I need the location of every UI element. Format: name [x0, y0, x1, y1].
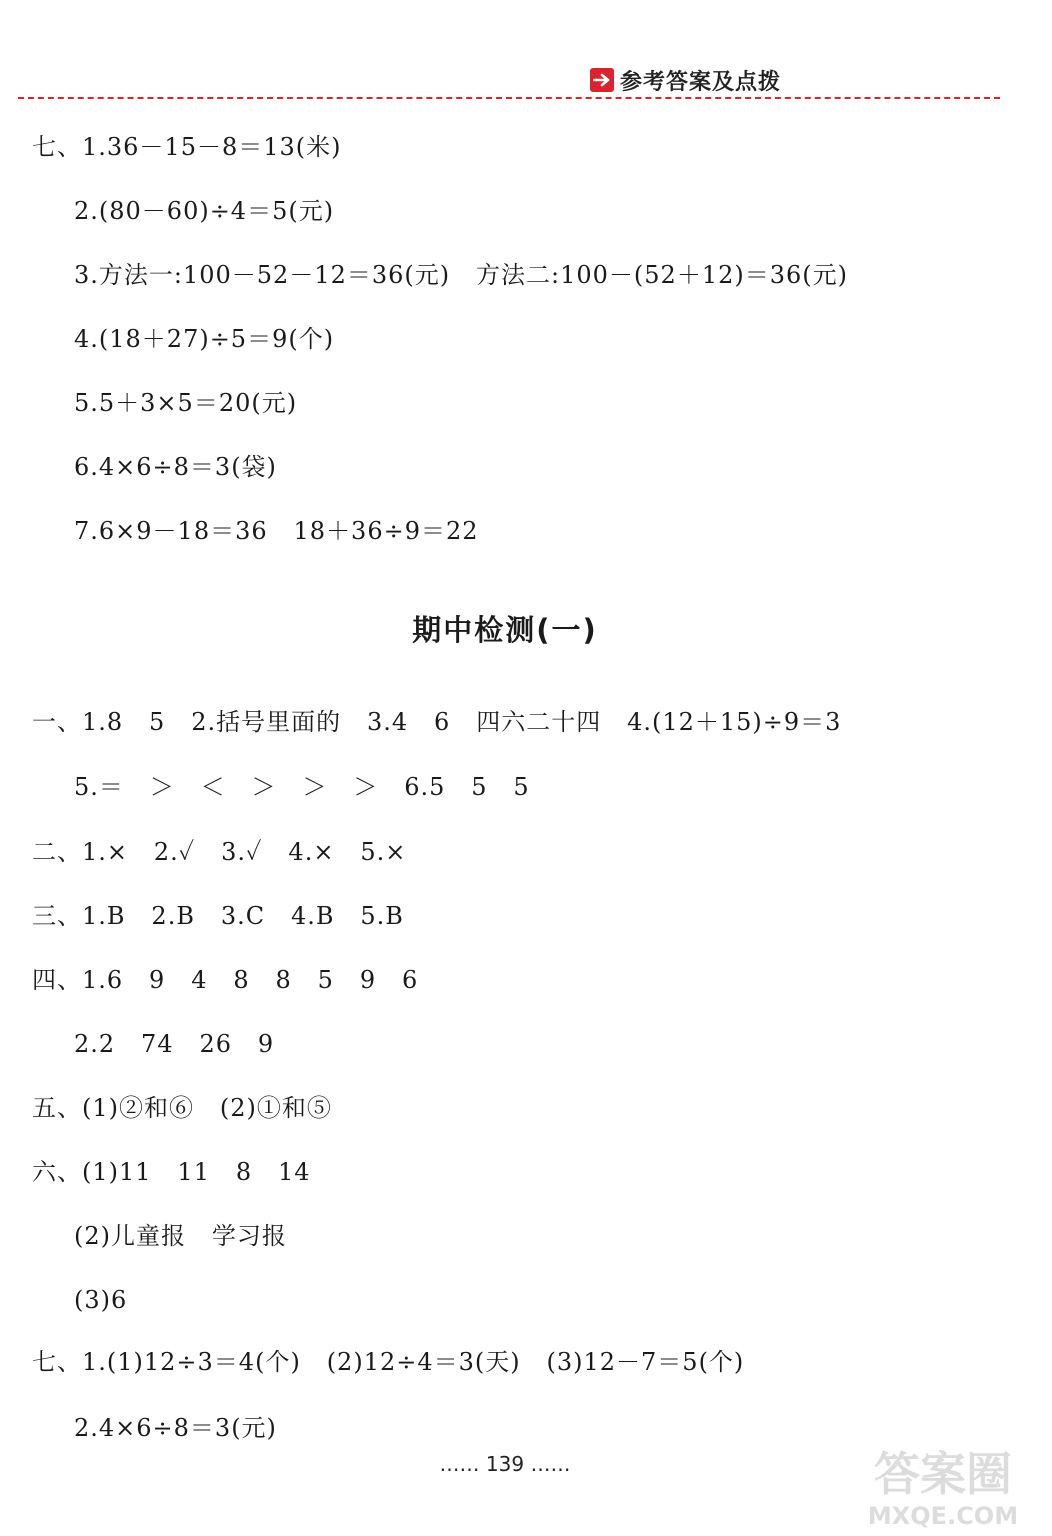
page-number-dots-right: …… — [530, 1452, 571, 1476]
answer-line: 5.＝ ＞ ＜ ＞ ＞ ＞ 6.5 5 5 — [74, 773, 530, 801]
answer-line: 三、1.B 2.B 3.C 4.B 5.B — [32, 902, 404, 930]
page-number-value: 139 — [485, 1452, 525, 1476]
arrow-right-icon — [590, 68, 614, 92]
header-title: 参考答案及点拨 — [620, 69, 782, 95]
answer-line: 2.(80－60)÷4＝5(元) — [74, 197, 335, 225]
page-number-dots-left: …… — [439, 1452, 480, 1476]
answer-line: 2.2 74 26 9 — [74, 1030, 275, 1058]
answer-line: 3.方法一:100－52－12＝36(元) 方法二:100－(52＋12)＝36(元) — [74, 261, 848, 289]
answer-line: 4.(18＋27)÷5＝9(个) — [74, 325, 335, 353]
answer-line: 七、1.(1)12÷3＝4(个) (2)12÷4＝3(天) (3)12－7＝5(个) — [32, 1348, 745, 1376]
answer-line: (2)儿童报 学习报 — [74, 1222, 287, 1250]
answer-line: 2.4×6÷8＝3(元) — [74, 1414, 277, 1442]
watermark-logo — [848, 1434, 1038, 1530]
answer-line: (3)6 — [74, 1286, 128, 1314]
section-title: 期中检测(一) — [412, 613, 598, 647]
running-header — [590, 64, 781, 96]
answer-line: 六、(1)11 11 8 14 — [32, 1158, 311, 1186]
answer-line: 5.5＋3×5＝20(元) — [74, 389, 298, 417]
answer-line: 7.6×9－18＝36 18＋36÷9＝22 — [74, 517, 479, 545]
answer-line: 七、1.36－15－8＝13(米) — [32, 133, 342, 161]
answer-line: 二、1.× 2.✓ 3.✓ 4.× 5.× — [32, 838, 407, 866]
svg-text:答案圈: 答案圈 — [874, 1447, 1012, 1501]
answer-line: 6.4×6÷8＝3(袋) — [74, 453, 277, 481]
answer-line: 一、1.8 5 2.括号里面的 3.4 6 四六二十四 4.(12＋15)÷9＝3 — [32, 708, 842, 736]
answer-line: 四、1.6 9 4 8 8 5 9 6 — [32, 966, 419, 994]
header-divider — [18, 97, 1000, 99]
svg-text:MXQE.COM: MXQE.COM — [867, 1502, 1019, 1530]
answer-line: 五、(1)②和⑥ (2)①和⑤ — [32, 1094, 332, 1122]
